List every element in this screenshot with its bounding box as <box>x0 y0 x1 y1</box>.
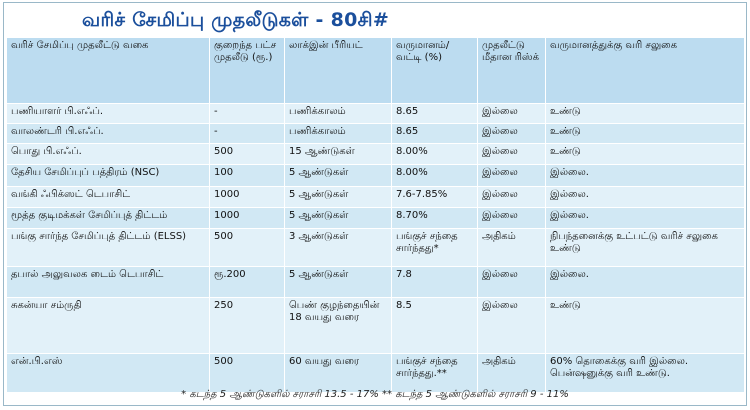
cell-tax-benefit: உண்டு <box>546 124 745 144</box>
cell-tax-benefit: இல்லை. <box>546 267 745 298</box>
cell-investment-type: என்.பி.எஸ் <box>7 354 210 393</box>
cell-tax-benefit: உண்டு <box>546 298 745 354</box>
cell-returns-interest: 7.8 <box>392 267 478 298</box>
cell-returns-interest: 8.65 <box>392 104 478 124</box>
cell-tax-benefit: உண்டு <box>546 104 745 124</box>
cell-returns-interest: பங்குச் சந்தை சார்ந்தது* <box>392 229 478 267</box>
page-title: வரிச் சேமிப்பு முதலீடுகள் - 80சி# <box>82 9 390 31</box>
cell-minimum-investment: 500 <box>210 354 285 393</box>
cell-tax-benefit: நிபந்தனைக்கு உட்பட்டு வரிச் சலுகை உண்டு <box>546 229 745 267</box>
cell-risk: இல்லை <box>478 187 546 208</box>
header-minimum-investment: குறைந்த பட்ச முதலீடு (ரூ.) <box>210 38 285 104</box>
cell-risk: இல்லை <box>478 208 546 229</box>
cell-risk: அதிகம் <box>478 229 546 267</box>
cell-lock-in-period: 5 ஆண்டுகள் <box>285 165 392 187</box>
table-header-row <box>7 38 745 104</box>
table-row <box>7 267 745 298</box>
cell-risk: இல்லை <box>478 165 546 187</box>
cell-risk: இல்லை <box>478 298 546 354</box>
cell-investment-type: பணியாளர் பி.எஃப். <box>7 104 210 124</box>
cell-tax-benefit: இல்லை. <box>546 187 745 208</box>
cell-investment-type: சுகன்யா சம்ருதி <box>7 298 210 354</box>
table-row <box>7 144 745 165</box>
cell-minimum-investment: 250 <box>210 298 285 354</box>
cell-lock-in-period: பெண் குழந்தையின் 18 வயது வரை <box>285 298 392 354</box>
cell-tax-benefit: உண்டு <box>546 144 745 165</box>
cell-minimum-investment: 1000 <box>210 187 285 208</box>
cell-risk: அதிகம் <box>478 354 546 393</box>
cell-minimum-investment: - <box>210 124 285 144</box>
cell-minimum-investment: 500 <box>210 229 285 267</box>
cell-returns-interest: 8.5 <box>392 298 478 354</box>
cell-investment-type: வாலண்டரி பி.எஃப். <box>7 124 210 144</box>
cell-tax-benefit: 60% தொகைக்கு வரி இல்லை. பென்ஷனுக்கு வரி உண்டு. <box>546 354 745 393</box>
cell-returns-interest: பங்குச் சந்தை சார்ந்தது.** <box>392 354 478 393</box>
table-row <box>7 208 745 229</box>
cell-lock-in-period: 15 ஆண்டுகள் <box>285 144 392 165</box>
investments-table <box>6 37 745 393</box>
cell-tax-benefit: இல்லை. <box>546 208 745 229</box>
cell-investment-type: தபால் அலுவலக டைம் டெபாசிட் <box>7 267 210 298</box>
cell-minimum-investment: 500 <box>210 144 285 165</box>
cell-minimum-investment: 1000 <box>210 208 285 229</box>
table-row <box>7 354 745 393</box>
cell-returns-interest: 8.00% <box>392 144 478 165</box>
cell-lock-in-period: 5 ஆண்டுகள் <box>285 267 392 298</box>
table-row <box>7 187 745 208</box>
cell-investment-type: பொது பி.எஃப். <box>7 144 210 165</box>
table-row <box>7 165 745 187</box>
table-row <box>7 298 745 354</box>
cell-investment-type: வங்கி ஃபிக்ஸட் டெபாசிட் <box>7 187 210 208</box>
cell-minimum-investment: - <box>210 104 285 124</box>
cell-lock-in-period: பணிக்காலம் <box>285 124 392 144</box>
cell-risk: இல்லை <box>478 267 546 298</box>
cell-minimum-investment: 100 <box>210 165 285 187</box>
cell-minimum-investment: ரூ.200 <box>210 267 285 298</box>
header-investment-type: வரிச் சேமிப்பு முதலீட்டு வகை <box>7 38 210 104</box>
footnote: * கடந்த 5 ஆண்டுகளில் சராசரி 13.5 - 17% ** கடந்த 5 ஆண்டுகளில் சராசரி 9 - 11% <box>181 389 569 400</box>
cell-lock-in-period: பணிக்காலம் <box>285 104 392 124</box>
cell-investment-type: தேசிய சேமிப்புப் பத்திரம் (NSC) <box>7 165 210 187</box>
table-row <box>7 229 745 267</box>
tax-saving-investments-document <box>3 2 747 406</box>
cell-risk: இல்லை <box>478 124 546 144</box>
header-returns-interest: வருமானம்/ வட்டி (%) <box>392 38 478 104</box>
cell-risk: இல்லை <box>478 104 546 124</box>
header-risk: முதலீட்டு மீதான ரிஸ்க் <box>478 38 546 104</box>
cell-returns-interest: 8.00% <box>392 165 478 187</box>
cell-returns-interest: 8.70% <box>392 208 478 229</box>
cell-lock-in-period: 3 ஆண்டுகள் <box>285 229 392 267</box>
cell-lock-in-period: 60 வயது வரை <box>285 354 392 393</box>
cell-tax-benefit: இல்லை. <box>546 165 745 187</box>
table-row <box>7 124 745 144</box>
cell-investment-type: பங்கு சார்ந்த சேமிப்புத் திட்டம் (ELSS) <box>7 229 210 267</box>
table-row <box>7 104 745 124</box>
cell-returns-interest: 8.65 <box>392 124 478 144</box>
cell-returns-interest: 7.6-7.85% <box>392 187 478 208</box>
cell-investment-type: மூத்த குடிமக்கள் சேமிப்புத் திட்டம் <box>7 208 210 229</box>
header-lock-in-period: லாக்இன் பீரியட் <box>285 38 392 104</box>
cell-risk: இல்லை <box>478 144 546 165</box>
cell-lock-in-period: 5 ஆண்டுகள் <box>285 208 392 229</box>
header-tax-benefit: வருமானத்துக்கு வரி சலுகை <box>546 38 745 104</box>
cell-lock-in-period: 5 ஆண்டுகள் <box>285 187 392 208</box>
